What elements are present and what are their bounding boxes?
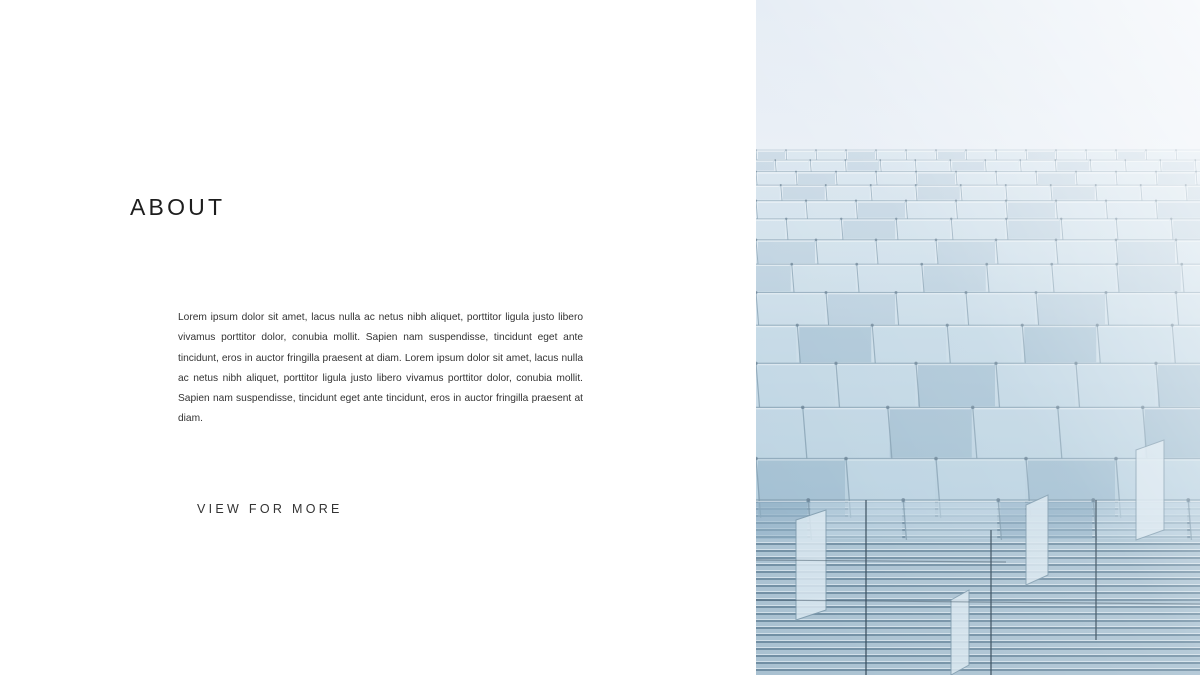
section-title: ABOUT	[130, 194, 226, 220]
glass-facade-image	[756, 0, 1200, 675]
building-photo	[756, 0, 1200, 675]
light-glare	[756, 0, 1200, 675]
body-paragraph: Lorem ipsum dolor sit amet, lacus nulla ac netus nibh aliquet, porttitor ligula justo libero vivamus porttitor dolor, conubia mollit. Sapien nam suspendisse, tincidunt eget ante tincidunt, eros in auctor fringilla praesent at diam. Lorem ipsum dolor sit amet, lacus nulla ac netus nibh aliquet, porttitor ligula justo libero vivamus porttitor dolor, conubia mollit. Sapien nam suspendisse, tincidunt eget ante tincidunt, eros in auctor fringilla praesent at diam.	[178, 312, 583, 425]
view-more-link[interactable]: VIEW FOR MORE	[197, 502, 343, 516]
